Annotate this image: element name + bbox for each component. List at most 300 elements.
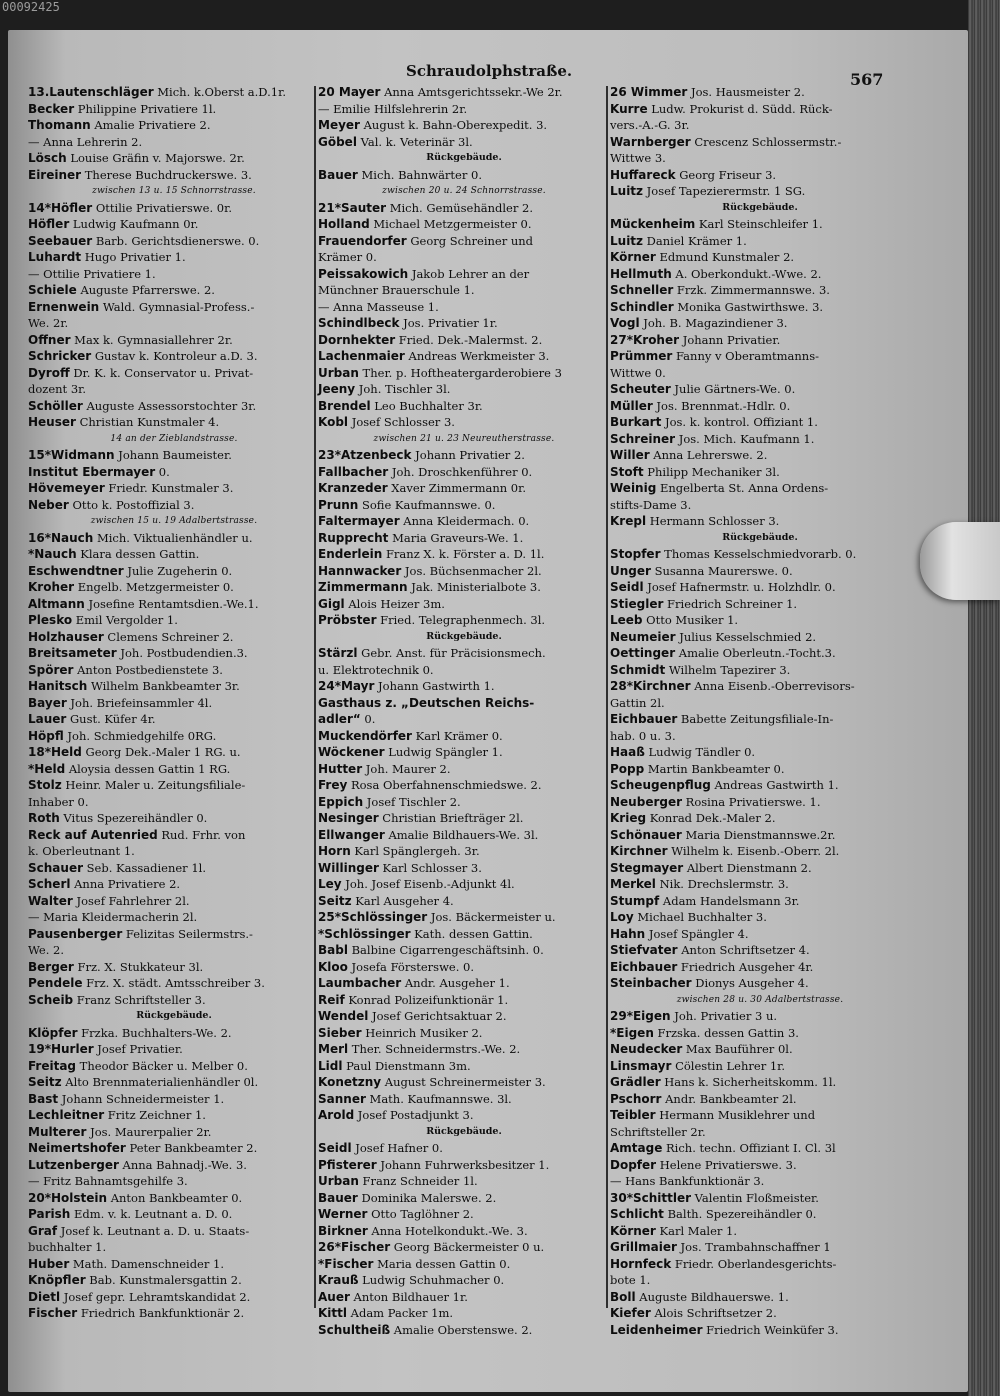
resident-details: Anton Bankbeamter 0. — [107, 1190, 243, 1205]
rear-building-heading: Rückgebäude. — [426, 1125, 502, 1137]
directory-entry — [318, 365, 610, 382]
directory-entry — [610, 398, 910, 415]
resident-details: Gebr. Anst. für Präcisionsmech. — [357, 646, 546, 660]
directory-entry — [318, 827, 610, 844]
directory-entry — [318, 414, 610, 431]
resident-name: Breitsameter — [28, 646, 117, 660]
resident-name: Sieber — [318, 1025, 362, 1040]
resident-details: Amalie Bildhauers-We. 3l. — [384, 827, 539, 842]
resident-details: Georg Dek.-Maler 1 RG. u. — [81, 745, 241, 759]
resident-details: Vitus Spezereihändler 0. — [59, 811, 208, 825]
resident-details: Ludwig Schuhmacher 0. — [358, 1273, 505, 1287]
resident-details: Adam Handelsmann 3r. — [659, 893, 800, 908]
resident-name: 20 Mayer — [318, 85, 381, 99]
directory-entry — [28, 678, 320, 695]
directory-entry — [28, 860, 320, 877]
directory-entry — [610, 447, 910, 464]
directory-entry — [610, 678, 910, 695]
resident-name: Hornfeck — [610, 1256, 672, 1271]
resident-name: Eichbauer — [610, 712, 678, 726]
resident-details: Jos. k. kontrol. Offiziant 1. — [661, 415, 818, 429]
directory-entry — [318, 810, 610, 827]
resident-name: Boll — [610, 1289, 636, 1304]
directory-entry — [610, 1074, 910, 1091]
directory-entry — [610, 315, 910, 332]
resident-name: Stolz — [28, 778, 62, 792]
directory-entry — [318, 761, 610, 778]
resident-details: Math. Damenschneider 1. — [69, 1256, 224, 1271]
directory-entry — [28, 1124, 320, 1141]
cross-street-note: zwischen 28 u. 30 Adalbertstrasse. — [676, 994, 844, 1005]
resident-details: hab. 0 u. 3. — [610, 728, 676, 743]
resident-details: Max Bauführer 0l. — [682, 1042, 793, 1056]
resident-details: Hermann Musiklehrer und — [655, 1108, 816, 1122]
resident-details: Daniel Krämer 1. — [643, 233, 747, 248]
resident-details: Alois Schriftsetzer 2. — [650, 1306, 777, 1320]
directory-entry — [610, 876, 910, 893]
resident-details: Josef Tapezierermstr. 1 SG. — [643, 184, 806, 198]
resident-name: Zimmermann — [318, 580, 408, 594]
resident-details: Heinr. Maler u. Zeitungsfiliale- — [61, 778, 246, 792]
resident-name: Parish — [28, 1207, 71, 1221]
resident-details: Christian Briefträger 2l. — [378, 811, 524, 825]
resident-name: 30*Schittler — [610, 1190, 692, 1205]
directory-entry — [610, 827, 910, 844]
resident-name: Müller — [610, 398, 653, 413]
resident-name: 26*Fischer — [318, 1240, 391, 1254]
resident-details: Friedr. Kunstmaler 3. — [104, 481, 234, 495]
directory-entry — [28, 249, 320, 266]
resident-name: Krieg — [610, 811, 647, 825]
resident-name: Schreiner — [610, 431, 676, 446]
resident-details: Joh. Postbudendien.3. — [116, 646, 248, 660]
resident-name: adler“ — [318, 712, 361, 726]
resident-details: Anton Bildhauer 1r. — [349, 1289, 468, 1304]
resident-details: Theodor Bäcker u. Melber 0. — [76, 1058, 248, 1073]
directory-entry — [610, 414, 910, 431]
directory-entry — [610, 695, 910, 712]
directory-entry — [610, 1190, 910, 1207]
resident-details: Aloysia dessen Gattin 1 RG. — [65, 761, 231, 776]
resident-details: Jak. Ministerialbote 3. — [407, 580, 541, 594]
directory-entry — [28, 695, 320, 712]
resident-name: Kranzeder — [318, 481, 388, 495]
resident-details: — Anna Lehrerin 2. — [28, 134, 143, 149]
resident-name: Seebauer — [28, 233, 93, 248]
resident-name: Seitz — [28, 1075, 62, 1089]
page-edge — [968, 0, 1000, 1396]
directory-entry — [28, 876, 320, 893]
resident-details: Ludwig Spängler 1. — [384, 745, 503, 759]
resident-name: Hellmuth — [610, 266, 672, 281]
resident-details: Josef Postadjunkt 3. — [354, 1108, 474, 1122]
directory-entry — [610, 662, 910, 679]
directory-entry — [318, 348, 610, 365]
resident-details: Rosa Oberfahnenschmiedswe. 2. — [347, 778, 542, 792]
resident-name: Schmidt — [610, 662, 666, 677]
resident-name: Pendele — [28, 976, 83, 990]
directory-entry — [610, 381, 910, 398]
directory-entry — [318, 167, 610, 184]
directory-entry — [610, 612, 910, 629]
resident-name: Laumbacher — [318, 976, 402, 990]
resident-name: Bauer — [318, 1190, 358, 1205]
resident-name: Birkner — [318, 1223, 368, 1238]
directory-entry — [28, 299, 320, 316]
resident-details: Georg Schreiner und — [406, 233, 534, 248]
directory-entry — [610, 1239, 910, 1256]
resident-details: Frzska. dessen Gattin 3. — [653, 1025, 799, 1040]
directory-entry — [28, 810, 320, 827]
resident-details: Philipp Mechaniker 3l. — [643, 464, 780, 479]
directory-entry — [318, 1289, 610, 1306]
resident-details: August Schreinermeister 3. — [381, 1075, 546, 1089]
directory-entry — [318, 134, 610, 151]
resident-name: Stumpf — [610, 893, 660, 908]
directory-entry — [610, 777, 910, 794]
directory-entry — [318, 233, 610, 250]
resident-details: Ottilie Privatierswe. 0r. — [92, 200, 232, 215]
resident-name: Schöller — [28, 398, 83, 413]
resident-details: Julie Zugeherin 0. — [123, 563, 233, 578]
directory-entry — [610, 794, 910, 811]
cross-street-note: 14 an der Zieblandstrasse. — [110, 433, 238, 444]
resident-name: Haaß — [610, 745, 645, 759]
directory-entry — [28, 777, 320, 794]
resident-details: Jos. Brennmat.-Hdlr. 0. — [652, 398, 791, 413]
directory-column-1 — [28, 84, 320, 1320]
resident-details: Anna Privatiere 2. — [70, 877, 181, 891]
resident-details: Amalie Oberstenswe. 2. — [390, 1322, 533, 1337]
resident-details: Joh. Josef Eisenb.-Adjunkt 4l. — [341, 877, 515, 891]
directory-entry — [318, 513, 610, 530]
resident-name: Schlicht — [610, 1207, 664, 1221]
directory-entry — [28, 843, 320, 860]
resident-details: Maria Graveurs-We. 1. — [388, 530, 524, 545]
resident-name: Urban — [318, 1174, 359, 1188]
resident-name: Lutzenberger — [28, 1157, 119, 1172]
directory-entry — [610, 1157, 910, 1174]
directory-entry — [318, 299, 610, 316]
resident-details: Schriftsteller 2r. — [610, 1124, 706, 1139]
directory-entry — [610, 975, 910, 992]
resident-name: Pröbster — [318, 613, 377, 627]
resident-details: stifts-Dame 3. — [610, 497, 692, 512]
resident-details: Klara dessen Gattin. — [76, 547, 200, 561]
resident-details: Math. Kaufmannswe. 3l. — [365, 1091, 512, 1106]
resident-details: Wilhelm k. Eisenb.-Oberr. 2l. — [667, 844, 840, 858]
resident-name: Reif — [318, 992, 345, 1007]
directory-entry — [28, 381, 320, 398]
resident-name: Konetzny — [318, 1075, 382, 1089]
directory-entry — [318, 1206, 610, 1223]
resident-name: *Schlössinger — [318, 926, 411, 941]
directory-entry — [318, 216, 610, 233]
directory-entry — [318, 1025, 610, 1042]
resident-name: Kittl — [318, 1306, 347, 1320]
resident-details: Clemens Schreiner 2. — [103, 629, 234, 644]
resident-details: Nik. Drechslermstr. 3. — [655, 877, 789, 891]
directory-column-2 — [318, 84, 610, 1337]
resident-details: — Anna Masseuse 1. — [318, 299, 439, 314]
resident-name: Stiefvater — [610, 943, 678, 957]
resident-details: Krämer 0. — [318, 250, 377, 264]
directory-entry — [318, 546, 610, 563]
resident-name: 26 Wimmer — [610, 85, 688, 99]
resident-name: Burkart — [610, 415, 662, 429]
resident-name: Höpfl — [28, 728, 64, 743]
directory-entry — [28, 266, 320, 283]
resident-name: Schultheiß — [318, 1322, 391, 1337]
directory-entry — [610, 744, 910, 761]
resident-details: Frzk. Zimmermannswe. 3. — [673, 283, 830, 297]
resident-details: Auguste Pfarrerswe. 2. — [76, 283, 215, 297]
resident-details: A. Oberkondukt.-Wwe. 2. — [671, 266, 822, 281]
resident-details: Franz Schneider 1l. — [358, 1174, 478, 1188]
resident-details: Sofie Kaufmannswe. 0. — [358, 497, 496, 512]
resident-name: Brendel — [318, 398, 371, 413]
resident-details: Anna Amtsgerichtssekr.-We 2r. — [380, 85, 563, 99]
directory-entry — [318, 662, 610, 679]
resident-name: Neudecker — [610, 1042, 683, 1056]
resident-name: Linsmayr — [610, 1058, 672, 1073]
resident-name: Rupprecht — [318, 530, 389, 545]
directory-entry — [318, 315, 610, 332]
resident-name: Amtage — [610, 1141, 663, 1155]
resident-details: Gustav k. Kontroleur a.D. 3. — [91, 349, 258, 363]
resident-details: Konrad Polizeifunktionär 1. — [344, 992, 509, 1007]
resident-name: Seidl — [610, 580, 644, 594]
directory-entry — [318, 1173, 610, 1190]
resident-details: Frzka. Buchhalters-We. 2. — [77, 1025, 232, 1040]
directory-entry — [610, 860, 910, 877]
resident-name: Auer — [318, 1289, 350, 1304]
resident-details: Josef k. Leutnant a. D. u. Staats- — [57, 1223, 250, 1238]
resident-details: Andreas Gastwirth 1. — [710, 778, 839, 792]
resident-details: Mich. Bahnwärter 0. — [357, 167, 482, 182]
directory-entry — [318, 678, 610, 695]
directory-entry — [318, 1190, 610, 1207]
cross-street-note: zwischen 15 u. 19 Adalbertstrasse. — [90, 516, 258, 526]
resident-name: Stoft — [610, 464, 644, 479]
resident-name: Seitz — [318, 893, 352, 908]
resident-details: Jos. Maurerpalier 2r. — [86, 1124, 212, 1139]
resident-details: Cölestin Lehrer 1r. — [671, 1058, 786, 1073]
resident-details: Philippine Privatiere 1l. — [74, 101, 217, 116]
resident-name: 13.Lautenschläger — [28, 85, 154, 99]
directory-entry — [318, 860, 610, 877]
directory-entry — [610, 909, 910, 926]
resident-name: Lachenmaier — [318, 349, 405, 363]
resident-name: Lauer — [28, 712, 67, 726]
resident-name: Seidl — [318, 1141, 352, 1155]
resident-name: 18*Held — [28, 745, 82, 759]
directory-entry — [28, 662, 320, 679]
directory-entry — [28, 1239, 320, 1256]
directory-entry — [28, 150, 320, 167]
directory-entry — [28, 167, 320, 184]
resident-details: Anna Bahnadj.-We. 3. — [118, 1157, 247, 1172]
resident-name: Luitz — [610, 233, 644, 248]
directory-entry — [318, 975, 610, 992]
resident-details: Edm. v. k. Leutnant a. D. 0. — [70, 1207, 233, 1221]
directory-entry — [610, 117, 910, 134]
resident-details: Val. k. Veterinär 3l. — [356, 134, 473, 149]
directory-entry — [318, 101, 610, 118]
resident-name: Werner — [318, 1207, 368, 1221]
directory-entry — [28, 711, 320, 728]
resident-details: Josefa Försterswe. 0. — [347, 959, 475, 974]
resident-details: buchhalter 1. — [28, 1240, 107, 1254]
directory-entry — [318, 1008, 610, 1025]
directory-entry — [610, 1041, 910, 1058]
directory-entry — [318, 332, 610, 349]
resident-details: Otto Taglöhner 2. — [367, 1207, 474, 1221]
directory-entry — [318, 645, 610, 662]
resident-details: u. Elektrotechnik 0. — [318, 662, 434, 677]
resident-name: Hutter — [318, 761, 363, 776]
resident-details: Therese Buchdruckerswe. 3. — [81, 167, 252, 182]
resident-details: Johann Schneidermeister 1. — [58, 1091, 225, 1106]
directory-entry — [318, 876, 610, 893]
resident-details: Leo Buchhalter 3r. — [370, 398, 483, 413]
resident-name: 23*Atzenbeck — [318, 448, 412, 462]
directory-entry — [610, 1091, 910, 1108]
resident-details: Josef Gerichtsaktuar 2. — [368, 1009, 507, 1023]
resident-name: Grillmaier — [610, 1240, 677, 1254]
resident-details: Johann Privatier. — [679, 332, 781, 347]
directory-entry — [28, 794, 320, 811]
directory-entry — [318, 959, 610, 976]
directory-entry — [28, 464, 320, 481]
directory-column-3 — [610, 84, 910, 1337]
resident-details: Edmund Kunstmaler 2. — [655, 250, 795, 264]
directory-entry — [610, 843, 910, 860]
resident-details: Balth. Spezereihändler 0. — [663, 1207, 817, 1221]
resident-name: Reck auf Autenried — [28, 827, 158, 842]
directory-entry — [318, 530, 610, 547]
resident-details: 0. — [360, 712, 376, 726]
resident-details: Adam Packer 1m. — [347, 1306, 454, 1320]
resident-details: Gattin 2l. — [610, 695, 665, 710]
resident-name: Leidenheimer — [610, 1322, 703, 1337]
resident-name: Bayer — [28, 695, 67, 710]
resident-details: Amalie Privatiere 2. — [90, 118, 211, 132]
resident-name: Mückenheim — [610, 217, 696, 231]
directory-entry — [610, 926, 910, 943]
resident-details: Fanny v Oberamtmanns- — [672, 349, 819, 363]
resident-name: Lechleitner — [28, 1108, 105, 1122]
resident-name: 19*Hurler — [28, 1042, 94, 1056]
resident-name: Dyroff — [28, 365, 70, 380]
resident-details: Auguste Bildhauerswe. 1. — [635, 1289, 789, 1304]
resident-details: Wilhelm Tapezirer 3. — [665, 662, 791, 677]
directory-entry — [610, 464, 910, 481]
directory-entry — [610, 761, 910, 778]
directory-entry — [28, 629, 320, 646]
resident-details: Heinrich Musiker 2. — [361, 1025, 483, 1040]
resident-details: Josef Spängler 4. — [645, 926, 749, 941]
directory-entry — [610, 365, 910, 382]
resident-name: Thomann — [28, 118, 91, 132]
resident-name: Neber — [28, 497, 69, 512]
resident-name: 28*Kirchner — [610, 679, 691, 693]
cross-street-note: zwischen 21 u. 23 Neureutherstrasse. — [373, 433, 555, 444]
directory-entry — [610, 282, 910, 299]
resident-details: Joh. Privatier 3 u. — [670, 1009, 778, 1023]
resident-details: Felizitas Seilermstrs.- — [122, 926, 253, 941]
resident-details: Konrad Dek.-Maler 2. — [646, 811, 776, 825]
directory-entry — [318, 1322, 610, 1339]
resident-name: Stiegler — [610, 596, 664, 611]
resident-details: Dionys Ausgeher 4. — [691, 976, 809, 990]
resident-details: Seb. Kassadiener 1l. — [83, 860, 206, 875]
directory-entry — [318, 563, 610, 580]
resident-name: Pausenberger — [28, 926, 123, 941]
resident-name: Unger — [610, 563, 651, 578]
directory-entry — [28, 200, 320, 217]
directory-entry — [610, 959, 910, 976]
resident-details: Karl Ausgeher 4. — [351, 893, 454, 908]
resident-name: 16*Nauch — [28, 530, 94, 545]
directory-entry — [28, 101, 320, 118]
resident-name: Enderlein — [318, 547, 383, 561]
directory-entry — [318, 1140, 610, 1157]
resident-name: Urban — [318, 365, 359, 380]
resident-details: Julius Kesselschmied 2. — [675, 629, 817, 644]
directory-entry — [318, 596, 610, 613]
directory-entry — [28, 563, 320, 580]
resident-name: Warnberger — [610, 134, 691, 149]
resident-details: Mich. k.Oberst a.D.1r. — [153, 85, 286, 99]
resident-details: Crescenz Schlossermstr.- — [690, 134, 842, 149]
resident-details: — Hans Bankfunktionär 3. — [610, 1174, 765, 1188]
resident-name: Institut Ebermayer — [28, 464, 156, 479]
directory-entry — [610, 579, 910, 596]
resident-name: Wendel — [318, 1009, 369, 1023]
resident-name: Huffareck — [610, 167, 676, 182]
resident-name: Knöpfler — [28, 1273, 86, 1287]
resident-details: Joh. Briefeinsammler 4l. — [66, 695, 213, 710]
resident-name: Körner — [610, 1223, 656, 1238]
resident-name: Babl — [318, 943, 348, 957]
resident-details: Max k. Gymnasiallehrer 2r. — [70, 332, 233, 347]
resident-details: Babette Zeitungsfiliale-In- — [677, 712, 834, 726]
directory-entry — [610, 942, 910, 959]
resident-details: Alto Brennmaterialienhändler 0l. — [61, 1075, 259, 1089]
resident-details: — Maria Kleidermacherin 2l. — [28, 910, 198, 924]
resident-name: Meyer — [318, 118, 360, 132]
directory-entry — [28, 332, 320, 349]
directory-entry — [610, 480, 910, 497]
resident-details: Maria Dienstmannswe.2r. — [681, 827, 836, 842]
resident-details: Julie Gärtners-We. 0. — [670, 382, 796, 396]
resident-name: Frauendorfer — [318, 233, 407, 248]
resident-name: Kobl — [318, 415, 349, 429]
resident-name: Kroher — [28, 580, 75, 594]
directory-entry — [610, 299, 910, 316]
directory-entry — [318, 1272, 610, 1289]
resident-name: Holland — [318, 217, 370, 231]
resident-details: Johann Privatier 2. — [411, 448, 525, 462]
directory-entry — [318, 1041, 610, 1058]
resident-name: Lösch — [28, 151, 67, 165]
resident-name: Plesko — [28, 613, 73, 627]
directory-entry — [318, 1305, 610, 1322]
resident-name: Hanitsch — [28, 679, 88, 693]
directory-entry — [318, 480, 610, 497]
resident-name: 27*Kroher — [610, 332, 680, 347]
